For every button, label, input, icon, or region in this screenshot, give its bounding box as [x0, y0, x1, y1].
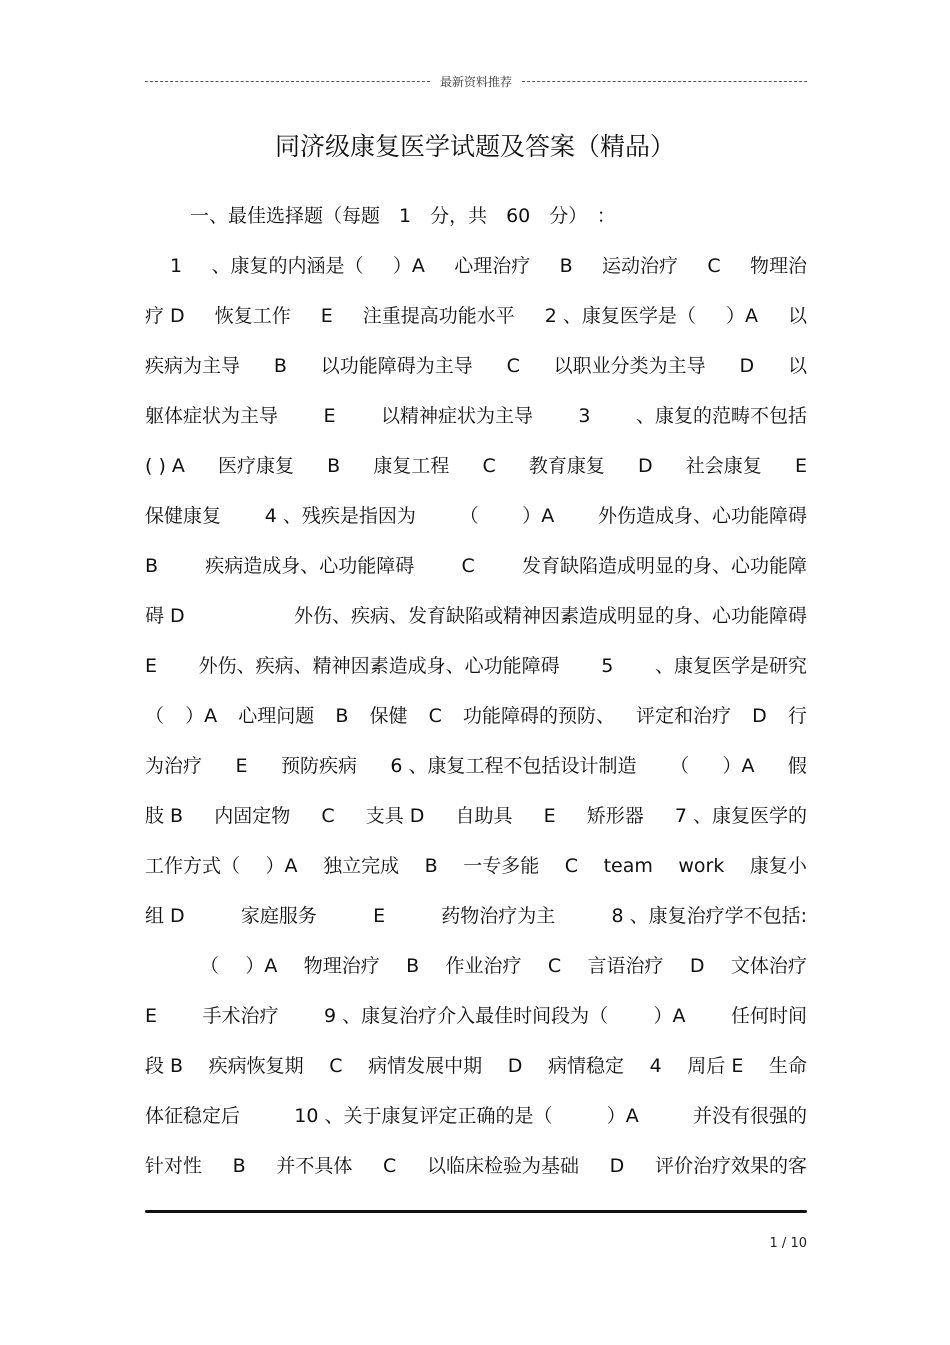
text-segment: 以精神症状为主导: [380, 405, 533, 427]
text-line: [170, 253, 807, 279]
text-segment: E: [145, 1005, 158, 1027]
page-number: 1 / 10: [769, 1236, 807, 1251]
text-segment: 4: [649, 1055, 662, 1077]
text-segment: B: [232, 1155, 246, 1177]
text-segment: 医疗康复: [218, 455, 295, 477]
text-segment: 工作方式（: [145, 855, 241, 877]
text-segment: 心理治疗: [454, 255, 531, 277]
text-segment: 7 、康复医学的: [674, 805, 807, 827]
text-segment: 疗 D: [145, 305, 185, 327]
text-segment: B: [327, 455, 341, 477]
text-segment: E: [235, 755, 248, 777]
text-segment: 疾病为主导: [145, 355, 241, 377]
text-segment: ）A: [245, 955, 278, 977]
text-segment: （: [200, 955, 220, 977]
text-segment: 外伤、疾病、精神因素造成身、心功能障碍: [198, 655, 560, 677]
text-segment: 、康复的内涵是（: [211, 255, 364, 277]
text-segment: work: [678, 855, 725, 877]
text-segment: 家庭服务: [240, 905, 317, 927]
text-segment: 外伤、疾病、发育缺陷或精神因素造成明显的身、心功能障碍: [293, 605, 807, 627]
text-segment: 4 、残疾是指因为: [264, 505, 416, 527]
text-line: [145, 603, 807, 629]
text-line: [200, 953, 807, 979]
footer-rule: [145, 1210, 807, 1213]
text-segment: E: [320, 305, 333, 327]
text-segment: E: [543, 805, 556, 827]
text-segment: C: [564, 855, 579, 877]
text-segment: 外伤造成身、心功能障碍: [597, 505, 807, 527]
text-segment: 心理问题: [238, 705, 315, 727]
text-segment: 保健康复: [145, 505, 222, 527]
text-segment: 以职业分类为主导: [553, 355, 706, 377]
text-segment: 物理治疗: [303, 955, 380, 977]
text-line: [145, 753, 807, 779]
text-segment: 言语治疗: [587, 955, 664, 977]
text-segment: B: [145, 555, 159, 577]
text-segment: 康复小: [749, 855, 807, 877]
text-segment: 1: [170, 255, 183, 277]
text-segment: 体征稳定后: [145, 1105, 241, 1127]
text-segment: 并不具体: [276, 1155, 353, 1177]
text-segment: C: [461, 555, 475, 577]
text-line: [145, 503, 807, 529]
text-line: [145, 1153, 807, 1179]
text-segment: ）A: [653, 1005, 686, 1027]
text-segment: 运动治疗: [601, 255, 678, 277]
text-segment: C: [321, 805, 335, 827]
text-segment: 为治疗: [145, 755, 203, 777]
text-segment: 评价治疗效果的客: [654, 1155, 807, 1177]
text-line: [145, 903, 807, 929]
text-segment: 注重提高功能水平: [362, 305, 515, 327]
text-segment: C: [707, 255, 721, 277]
text-segment: 教育康复: [528, 455, 605, 477]
header-text: 最新资料推荐: [440, 74, 513, 89]
text-segment: E: [794, 455, 807, 477]
text-segment: 一专多能: [463, 855, 540, 877]
text-segment: 并没有很强的: [692, 1105, 807, 1127]
text-segment: B: [559, 255, 573, 277]
text-segment: 8 、康复治疗学不包括:: [611, 905, 807, 927]
text-segment: E: [145, 655, 158, 677]
text-segment: 肢 B: [145, 805, 184, 827]
text-segment: C: [329, 1055, 343, 1077]
text-segment: 物理治: [749, 255, 807, 277]
text-segment: 疾病恢复期: [208, 1055, 304, 1077]
header-right-dash: [522, 81, 807, 82]
text-line: [145, 403, 807, 429]
text-segment: 以临床检验为基础: [426, 1155, 579, 1177]
text-line: [145, 853, 807, 879]
text-segment: 6 、康复工程不包括设计制造: [390, 755, 637, 777]
text-segment: 疾病造成身、心功能障碍: [205, 555, 415, 577]
text-segment: 手术治疗: [202, 1005, 279, 1027]
text-segment: 发育缺陷造成明显的身、心功能障: [521, 555, 807, 577]
text-segment: 保健: [369, 705, 408, 727]
text-segment: 生命: [768, 1055, 807, 1077]
text-segment: E: [323, 405, 336, 427]
text-segment: 10 、关于康复评定正确的是（: [294, 1105, 553, 1127]
text-segment: C: [547, 955, 562, 977]
text-segment: D: [638, 455, 653, 477]
page-header: [145, 72, 807, 90]
text-line: [145, 353, 807, 379]
text-segment: 以: [787, 355, 807, 377]
text-segment: team: [603, 855, 653, 877]
header-left-dash: [145, 81, 430, 82]
text-segment: ）A: [522, 505, 555, 527]
text-segment: 针对性: [145, 1155, 203, 1177]
text-segment: 段 B: [145, 1055, 184, 1077]
text-segment: B: [273, 355, 287, 377]
text-line: [145, 703, 807, 729]
section-heading: 一、最佳选择题（每题 1 分，共 60 分） ：: [190, 205, 616, 227]
text-segment: ( ) A: [145, 455, 185, 477]
text-line: [145, 1053, 807, 1079]
text-segment: ）A: [606, 1105, 639, 1127]
text-segment: 任何时间: [730, 1005, 807, 1027]
text-segment: 作业治疗: [445, 955, 522, 977]
text-line: [145, 653, 807, 679]
text-segment: 药物治疗为主: [441, 905, 556, 927]
text-segment: 自助具: [455, 805, 513, 827]
text-segment: B: [424, 855, 438, 877]
text-segment: 5: [601, 655, 614, 677]
text-segment: 2 、康复医学是（: [544, 305, 696, 327]
text-segment: 行: [787, 705, 807, 727]
text-segment: ）A: [392, 255, 425, 277]
text-segment: D: [689, 955, 705, 977]
text-segment: ）A: [265, 855, 298, 877]
text-line: [145, 553, 807, 579]
text-segment: （: [459, 505, 479, 527]
text-segment: 碍 D: [145, 605, 185, 627]
text-segment: 社会康复: [685, 455, 762, 477]
text-segment: 组 D: [145, 905, 185, 927]
text-segment: D: [507, 1055, 523, 1077]
text-segment: C: [482, 455, 496, 477]
text-segment: 躯体症状为主导: [145, 405, 279, 427]
text-segment: 以: [787, 305, 807, 327]
text-segment: 、康复医学是研究: [654, 655, 807, 677]
text-segment: 病情发展中期: [368, 1055, 483, 1077]
text-segment: B: [335, 705, 349, 727]
text-segment: （: [145, 705, 165, 727]
text-segment: 评定和治疗: [636, 705, 732, 727]
text-segment: 、康复的范畴不包括: [635, 405, 807, 427]
text-segment: 病情稳定: [548, 1055, 625, 1077]
text-segment: 矫形器: [586, 805, 644, 827]
text-segment: D: [752, 705, 767, 727]
text-segment: 康复工程: [373, 455, 450, 477]
text-segment: 3: [578, 405, 591, 427]
text-line: [145, 303, 807, 329]
text-segment: C: [383, 1155, 397, 1177]
text-segment: E: [373, 905, 386, 927]
text-segment: 9 、康复治疗介入最佳时间段为（: [323, 1005, 609, 1027]
text-line: [145, 1103, 807, 1129]
text-segment: 内固定物: [214, 805, 291, 827]
text-segment: B: [406, 955, 420, 977]
text-segment: 功能障碍的预防、: [462, 705, 615, 727]
page-title: 同济级康复医学试题及答案（精品）: [274, 132, 675, 161]
text-segment: ）A: [722, 755, 755, 777]
text-segment: C: [506, 355, 520, 377]
text-segment: D: [739, 355, 755, 377]
text-segment: D: [609, 1155, 625, 1177]
text-segment: 文体治疗: [730, 955, 807, 977]
text-line: [145, 453, 807, 479]
text-segment: 独立完成: [323, 855, 400, 877]
text-line: [145, 1003, 807, 1029]
text-segment: 预防疾病: [280, 755, 357, 777]
text-line: [145, 803, 807, 829]
text-segment: 恢复工作: [214, 305, 291, 327]
text-segment: 以功能障碍为主导: [320, 355, 473, 377]
text-segment: C: [428, 705, 442, 727]
text-segment: 支具 D: [365, 805, 425, 827]
text-segment: （: [670, 755, 690, 777]
text-segment: 假: [787, 755, 807, 777]
text-segment: ）A: [725, 305, 758, 327]
text-segment: 周后 E: [687, 1055, 744, 1077]
text-segment: ）A: [185, 705, 218, 727]
